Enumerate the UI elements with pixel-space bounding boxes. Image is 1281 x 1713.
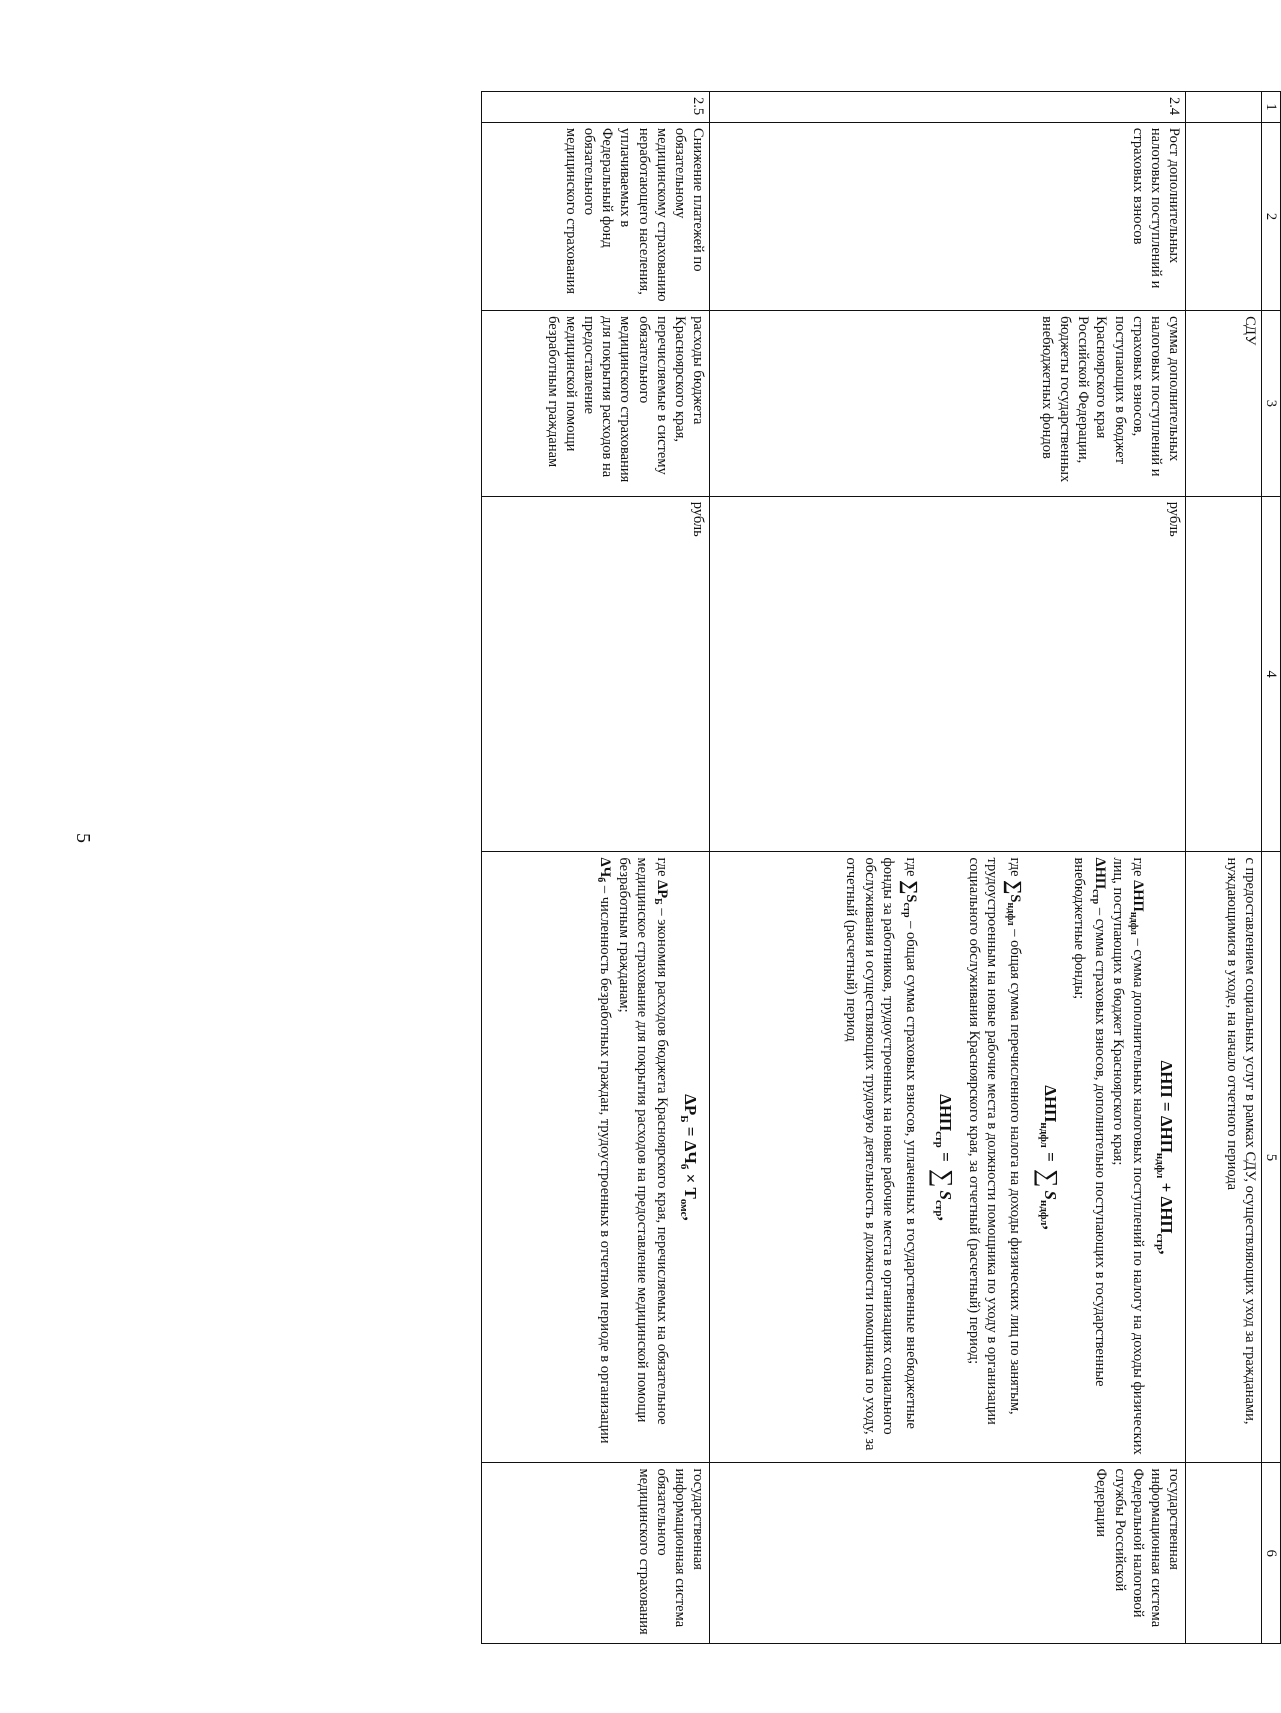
- row-2-5-source: государственная информационная система обязательного медицинского страхования: [482, 1463, 710, 1644]
- row-2-5-name: Снижение платежей по обязательному медицинскому страхованию неработающего населения, уплачиваемых в Федеральный фонд обязательного медицинского страхования: [482, 122, 710, 310]
- row-2-4-num: 2.4: [710, 92, 1186, 123]
- table-header-row: [1262, 92, 1281, 1644]
- row-2-5-method: [482, 852, 710, 1463]
- formula-delta-np-ndfl: $\Delta НП_{ндфл} = \sum S_{ндфл}$,: [1034, 1085, 1063, 1230]
- explanation-str: $\Delta НП_{стр}$ – сумма страховых взносов, дополнительно поступающих в государственные внебюджетные фонды;: [1071, 857, 1108, 1387]
- header-cell-2: 2: [1262, 122, 1281, 310]
- formula-delta-np-str: $\Delta НП_{стр} = \sum S_{стр}$,: [929, 1094, 959, 1221]
- explanation-sum-str: где $\sum S_{стр}$ – общая сумма страховых взносов, уплаченных в государственные внебюджетные фонды за работников, трудоустроенных на новые рабочие места в организациях социального обслуживания и осуществляющих трудовую деятельность в должности помощника по уходу, за отчетный (расчетный) период: [843, 857, 921, 1451]
- header-cell-5: 5: [1262, 852, 1281, 1463]
- continuation-source: [1186, 1463, 1262, 1644]
- formula-delta-rb: $\Delta Р_Б = \Delta Ч_б \times Т_{омс}$,: [678, 1094, 700, 1221]
- header-cell-1: 1: [1262, 92, 1281, 123]
- header-cell-3: 3: [1262, 311, 1281, 497]
- header-cell-6: 6: [1262, 1463, 1281, 1644]
- table-row: [482, 92, 710, 1644]
- row-2-4-method: [710, 852, 1186, 1463]
- row-2-4-definition: сумма дополнительных налоговых поступлений и страховых взносов, поступающих в бюджет Красноярского края Российской Федерации, бюджеты государственных внебюджетных фондов: [710, 311, 1186, 497]
- row-2-4-name: Рост дополнительных налоговых поступлений и страховых взносов: [710, 122, 1186, 310]
- header-cell-4: 4: [1262, 496, 1281, 852]
- explanation-ndfl: где $\Delta НП_{ндфл}$ – сумма дополнительных налоговых поступлений по налогу на доходы физических лиц, поступающих в бюджет Красноярского края;: [1109, 857, 1147, 1455]
- row-2-5-num: 2.5: [482, 92, 710, 123]
- rotated-sheet: [471, 91, 1281, 1644]
- table-row: [1186, 92, 1262, 1644]
- page-number: 5: [72, 833, 94, 843]
- explanation-sum-ndfl: где $\sum S_{ндфл}$ – общая сумма перечисленного налога на доходы физических лиц по занятым, трудоустроенным на новые рабочие места в должности помощника по уходу в организации социального обслуживания Красноярского края, за отчетный (расчетный) период;: [966, 857, 1026, 1425]
- explanation-rb: где $\Delta Р_Б$ – экономия расходов бюджета Красноярского края, перечисляемых на обязательное медицинское страхование для покрытия расходов на предоставление медицинской помощи безработным гражданам;: [615, 857, 671, 1425]
- continuation-name: [1186, 122, 1262, 310]
- explanation-chb: $\Delta Ч_б$ – численность безработных граждан, трудоустроенных в отчетном периоде в организации: [595, 857, 614, 1444]
- continuation-num: [1186, 92, 1262, 123]
- table-row: [710, 92, 1186, 1644]
- continuation-unit: [1186, 496, 1262, 852]
- row-2-4-source: государственная информационная система Федеральной налоговой службы Российской Федерации: [710, 1463, 1186, 1644]
- continuation-definition: СДУ: [1186, 311, 1262, 497]
- row-2-5-unit: рубль: [482, 496, 710, 852]
- continuation-method: с предоставлением социальных услуг в рамках СДУ, осуществляющих уход за гражданами, нуждающимися в уходе, на начало отчетного периода: [1186, 852, 1262, 1463]
- row-2-5-definition: расходы бюджета Красноярского края, перечисляемые в систему обязательного медицинского страхования для покрытия расходов на предоставление медицинской помощи безработным гражданам: [482, 311, 710, 497]
- indicators-table: [481, 91, 1281, 1644]
- row-2-4-unit: рубль: [710, 496, 1186, 852]
- formula-delta-np: $\Delta НП = \Delta НП_{ндфл} + \Delta НП_{стр}$,: [1154, 1060, 1176, 1255]
